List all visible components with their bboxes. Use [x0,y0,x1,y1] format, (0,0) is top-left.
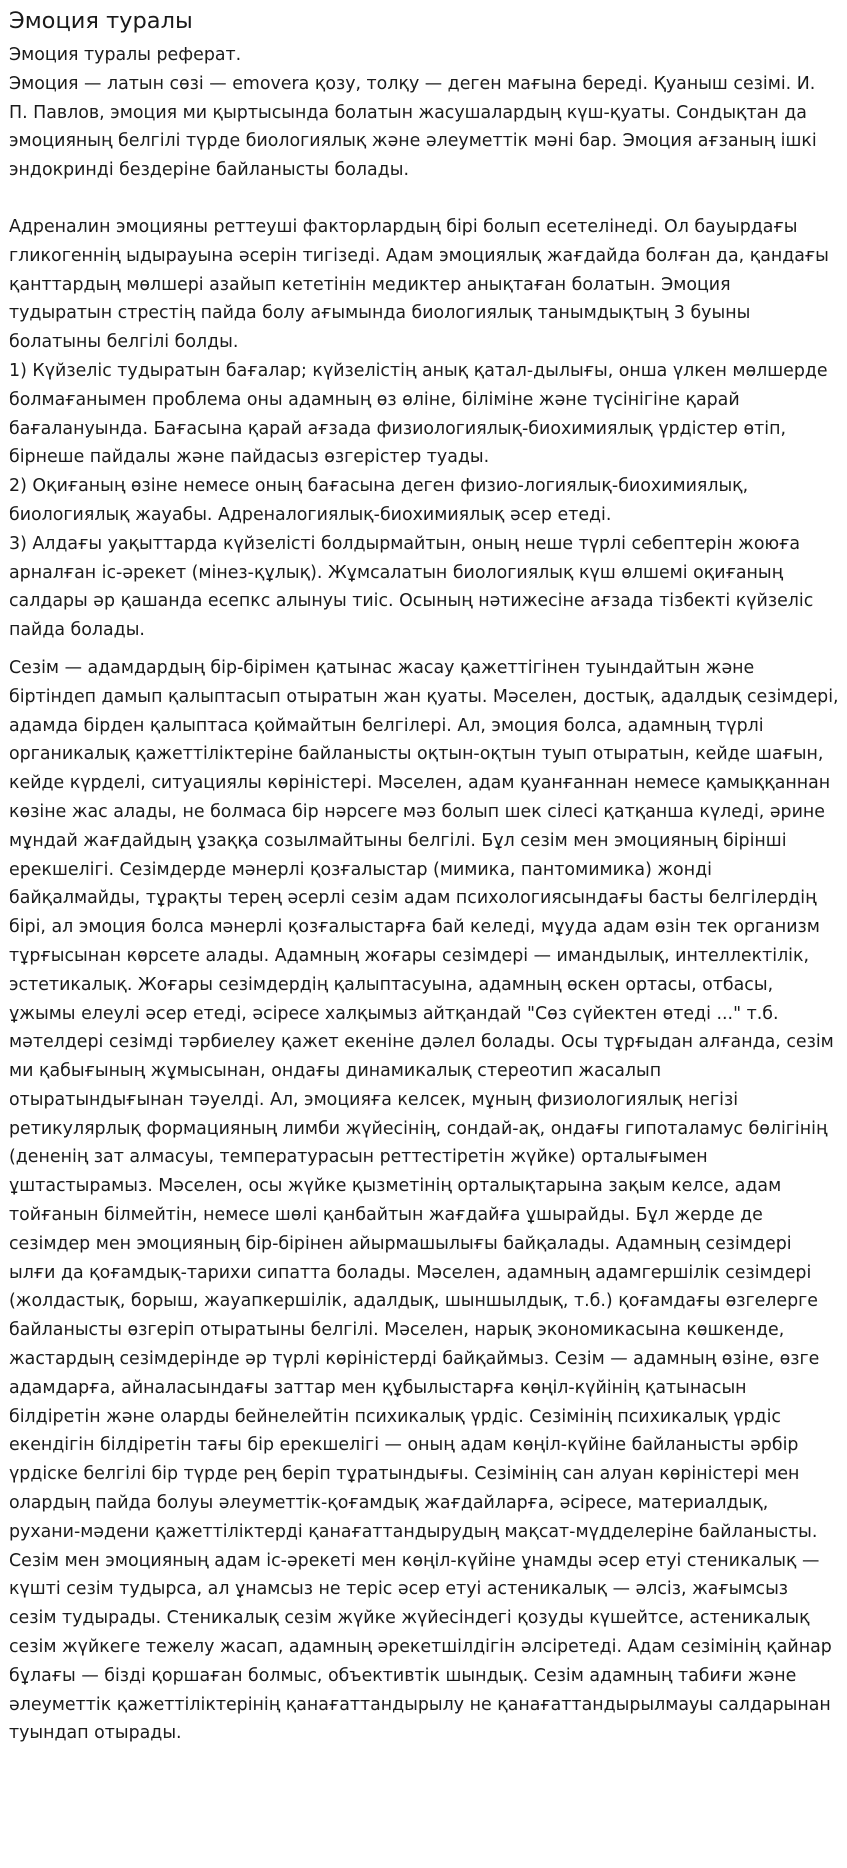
feelings-paragraph: Сезім — адамдардың бір-бірімен қатынас жасау қажеттігінен туындайтын және біртіндеп дамып қалыптасып отыратын жан қуаты. Мәселен, достық, адалдық сезімдері, адамда бірден қалыптаса қоймайтын белгілері. Ал, эмоция болса, адамның түрлі органикалық қажеттіліктеріне байланысты оқтын-оқтын туып отыратын, кейде шағын, кейде күрделі, ситуациялы көріністері. Мәселен, адам қуанғаннан немесе қамыққаннан көзіне жас алады, не болмаса бір нәрсеге мәз болып шек сілесі қатқанша күледі, әрине мұндай жағдайдың ұзаққа созылмайтыны белгілі. Бұл сезім мен эмоцияның бірінші ерекшелігі. Сезімдерде мәнерлі қозғалыстар (мимика, пантомимика) жонді байқалмайды, тұрақты терең әсерлі сезім адам психологиясындағы басты белгілердің бірі, ал эмоция болса мәнерлі қозғалыстарға бай келеді, мұуда адам өзін тек организм тұрғысынан көрсете алады. Адамның жоғары сезімдері — имандылық, интеллектілік, эстетикалық. Жоғары сезімдердің қалыптасуына, адамның өскен ортасы, отбасы, ұжымы елеулі әсер етеді, әсіресе халқымыз айтқандай "Сөз сүйектен өтеді ..." т.б. мәтелдері сезімді тәрбиелеу қажет екеніне дәлел болады. Осы тұрғыдан алғанда, сезім ми қабығының жұмысынан, ондағы динамикалық стереотип жасалып отыратындығынан тәуелді. Ал, эмоцияға келсек, мұның физиологиялық негізі ретикулярлық формацияның лимби жүйесінің, сондай-ақ, ондағы гипоталамус бөлігінің (дененің зат алмасуы, температурасын реттестіретін жүйке) орталығымен ұштастырамыз. Мәселен, осы жүйке қызметінің орталықтарына зақым келсе, адам тойғанын білмейтін, немесе шөлі қанбайтын жағдайға ұшырайды. Бұл жерде де сезімдер мен эмоцияның бір-бірінен айырмашылығы байқалады. Адамның сезімдері ылғи да қоғамдық-тарихи сипатта болады. Мәселен, адамның адамгершілік сезімдері (жолдастық, борыш, жауапкершілік, адалдық, шыншылдық, т.б.) қоғамдағы өзгелерге байланысты өзгеріп отыратыны белгілі. Мәселен, нарық экономикасына көшкенде, жастардың сезімдерінде әр түрлі көріністерді байқаймыз. Сезім — адамның өзіне, өзге адамдарға, айналасындағы заттар мен құбылыстарға көңіл-күйінің қатынасын білдіретін және оларды бейнелейтін психикалық үрдіс. Сезімінің психикалық үрдіс екендігін білдіретін тағы бір ерекшелігі — оның адам көңіл-күйіне байланысты әрбір үрдіске белгілі бір түрде рең беріп тұратындығы. Сезімінің сан алуан көріністері мен олардың пайда болуы әлеуметтік-қоғамдық жағдайларға, әсіресе, материалдық, рухани-мәдени қажеттіліктерді қанағаттандырудың мақсат-мүдделеріне байланысты. Сезім мен эмоцияның адам іс-әрекеті мен көңіл-күйіне ұнамды әсер етуі стеникалық — күшті сезім тудырса, ал ұнамсыз не теріс әсер етуі астеникалық — әлсіз, жағымсыз сезім тудырады. Стеникалық сезім жүйке жүйесіндегі қозуды күшейтсе, астеникалық сезім жүйкеге тежелу жасап, адамның әрекетшілдігін әлсіретеді. Адам сезімінің қайнар бұлағы — бізді қоршаған болмыс, объективтік шындық. Сезім адамның табиғи және әлеуметтік қажеттіліктерінің қанағаттандырылу не қанағаттандырылмауы салдарынан туындап отырады. [9,657,839,1744]
list-item-1: 1) Күйзеліс тудыратын бағалар; күйзелістің анық қатал-дылығы, онша үлкен мөлшерде болмағанымен проблема оны адамның өз өліне, біліміне және түсінігіне қарай бағалануында. Бағасына қарай ағзада физиологиялық-биохимиялық үрдістер өтіп, бірнеше пайдалы және пайдасыз өзгерістер туады. [9,360,828,468]
intro-paragraph: Эмоция — латын сөзі — emovera қозу, толқу — деген мағына береді. Қуаныш сезімі. И. П. Павлов, эмоция ми қыртысында болатын жасушалардың күш-қуаты. Сондықтан да эмоцияның белгілі түрде биологиялық және әлеуметтік мәні бар. Эмоция ағзаның ішкі эндокринді бездеріне байланысты болады. [9,73,817,181]
subtitle-paragraph: Эмоция туралы реферат. [9,45,242,65]
adrenaline-paragraph: Адреналин эмоцияны реттеуші факторлардың бірі болып есетелінеді. Ол бауырдағы гликогеннің ыдырауына әсерін тигізеді. Адам эмоциялық жағдайда болған да, қандағы қанттардың мөлшері азайып кететінін медиктер анықтаған болатын. Эмоция тудыратын стрестің пайда болу ағымында биологиялық танымдықтың 3 буыны болатыны белгілі болды. [9,216,829,353]
list-item-3: 3) Алдағы уақыттарда күйзелісті болдырмайтын, оның неше түрлі себептерін жоюға арналған іс-әрекет (мінез-құлық). Жұмсалатын биологиялық күш өлшемі оқиғаның салдары әр қашанда есепкс алынуы тиіс. Осының нәтижесіне ағзада тізбекті күйзеліс пайда болады. [9,533,814,641]
paragraph-spacer [9,185,839,213]
page-title: Эмоция туралы [9,8,193,34]
list-item-2: 2) Оқиғаның өзіне немесе оның бағасына деген физио-логиялық-биохимиялық, биологиялық жауабы. Адреналогиялық-биохимиялық әсер етеді. [9,476,749,525]
